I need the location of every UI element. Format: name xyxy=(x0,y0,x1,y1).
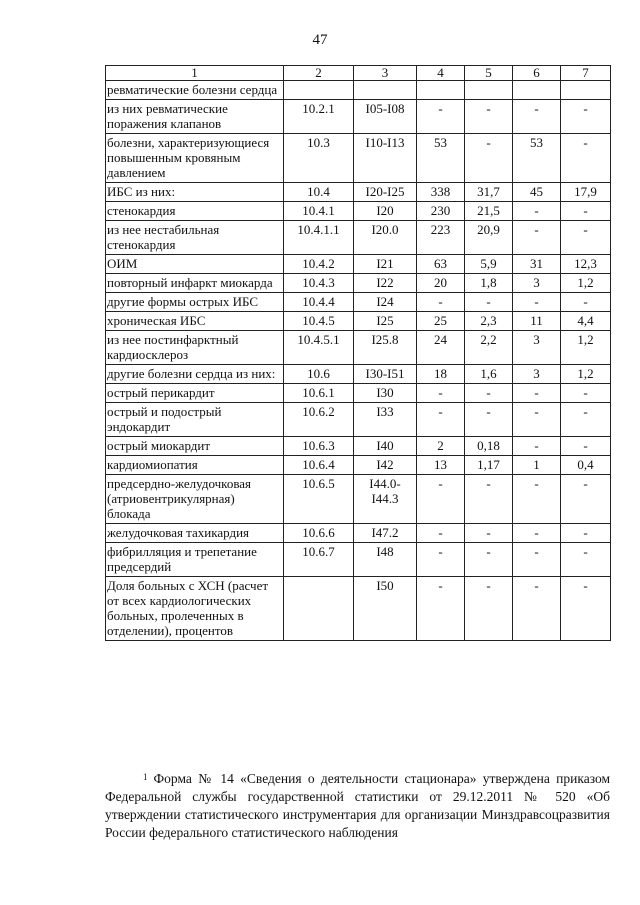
row-value-cell: 1,8 xyxy=(465,274,513,293)
table-row xyxy=(106,475,611,524)
row-icd-cell: I44.0-I44.3 xyxy=(354,475,417,524)
row-name-cell: острый миокардит xyxy=(106,437,284,456)
row-value-cell: 338 xyxy=(417,183,465,202)
row-value-cell: - xyxy=(465,293,513,312)
row-value-cell: - xyxy=(561,221,611,255)
row-code-cell: 10.4.5 xyxy=(284,312,354,331)
column-header: 1 xyxy=(106,66,284,81)
row-value-cell: 31 xyxy=(513,255,561,274)
table-row xyxy=(106,293,611,312)
table-header-row xyxy=(106,66,611,81)
row-value-cell: - xyxy=(417,403,465,437)
row-code-cell: 10.6.7 xyxy=(284,543,354,577)
row-code-cell: 10.4.2 xyxy=(284,255,354,274)
row-value-cell xyxy=(465,81,513,100)
row-value-cell: - xyxy=(513,543,561,577)
row-value-cell: 1,17 xyxy=(465,456,513,475)
row-icd-cell: I30 xyxy=(354,384,417,403)
row-value-cell: - xyxy=(417,524,465,543)
row-value-cell: 3 xyxy=(513,365,561,384)
row-icd-cell: I20 xyxy=(354,202,417,221)
row-value-cell: - xyxy=(465,100,513,134)
row-value-cell: - xyxy=(561,437,611,456)
row-value-cell: - xyxy=(513,202,561,221)
row-name-cell: болезни, характеризующиеся повышенным кровяным давлением xyxy=(106,134,284,183)
table-row xyxy=(106,331,611,365)
row-value-cell xyxy=(417,81,465,100)
row-icd-cell: I20-I25 xyxy=(354,183,417,202)
row-value-cell: - xyxy=(417,293,465,312)
row-value-cell: - xyxy=(465,403,513,437)
row-value-cell: 17,9 xyxy=(561,183,611,202)
row-value-cell: 3 xyxy=(513,331,561,365)
table-row xyxy=(106,577,611,641)
row-name-cell: из нее нестабильная стенокардия xyxy=(106,221,284,255)
row-value-cell: - xyxy=(513,384,561,403)
row-value-cell: 31,7 xyxy=(465,183,513,202)
table-row xyxy=(106,81,611,100)
row-value-cell: 11 xyxy=(513,312,561,331)
table-row xyxy=(106,255,611,274)
row-code-cell: 10.4.1 xyxy=(284,202,354,221)
column-header: 5 xyxy=(465,66,513,81)
table-row xyxy=(106,134,611,183)
row-value-cell: - xyxy=(513,100,561,134)
row-value-cell: - xyxy=(513,221,561,255)
row-name-cell: хроническая ИБС xyxy=(106,312,284,331)
table-row xyxy=(106,365,611,384)
row-icd-cell: I25.8 xyxy=(354,331,417,365)
row-value-cell: 0,18 xyxy=(465,437,513,456)
row-value-cell: 0,4 xyxy=(561,456,611,475)
row-value-cell: 1 xyxy=(513,456,561,475)
row-value-cell: - xyxy=(417,543,465,577)
row-name-cell: из нее постинфарктный кардиосклероз xyxy=(106,331,284,365)
row-value-cell: - xyxy=(513,293,561,312)
table-row xyxy=(106,543,611,577)
row-value-cell xyxy=(561,81,611,100)
row-value-cell: - xyxy=(561,202,611,221)
row-code-cell: 10.6.6 xyxy=(284,524,354,543)
row-value-cell: - xyxy=(561,543,611,577)
row-value-cell: - xyxy=(417,100,465,134)
table-row xyxy=(106,312,611,331)
row-value-cell: - xyxy=(465,577,513,641)
row-code-cell: 10.6 xyxy=(284,365,354,384)
row-name-cell: острый и подострый эндокардит xyxy=(106,403,284,437)
row-icd-cell: I47.2 xyxy=(354,524,417,543)
row-value-cell: - xyxy=(513,475,561,524)
row-value-cell: - xyxy=(513,524,561,543)
row-name-cell: из них ревматические поражения клапанов xyxy=(106,100,284,134)
row-icd-cell: I50 xyxy=(354,577,417,641)
row-value-cell: 2,2 xyxy=(465,331,513,365)
row-value-cell: 21,5 xyxy=(465,202,513,221)
row-icd-cell: I33 xyxy=(354,403,417,437)
row-value-cell: 20 xyxy=(417,274,465,293)
row-value-cell: 1,2 xyxy=(561,331,611,365)
row-icd-cell: I25 xyxy=(354,312,417,331)
row-icd-cell: I05-I08 xyxy=(354,100,417,134)
row-name-cell: острый перикардит xyxy=(106,384,284,403)
row-value-cell: 25 xyxy=(417,312,465,331)
row-icd-cell: I20.0 xyxy=(354,221,417,255)
row-value-cell: - xyxy=(465,543,513,577)
row-value-cell: - xyxy=(513,577,561,641)
row-code-cell: 10.4.4 xyxy=(284,293,354,312)
row-value-cell: 63 xyxy=(417,255,465,274)
row-value-cell: - xyxy=(561,524,611,543)
row-value-cell: 13 xyxy=(417,456,465,475)
row-icd-cell: I24 xyxy=(354,293,417,312)
row-value-cell: 5,9 xyxy=(465,255,513,274)
row-name-cell: стенокардия xyxy=(106,202,284,221)
page-number: 47 xyxy=(312,32,328,48)
row-name-cell: ревматические болезни сердца xyxy=(106,81,284,100)
table-row xyxy=(106,202,611,221)
row-value-cell: 1,2 xyxy=(561,274,611,293)
row-code-cell: 10.4.5.1 xyxy=(284,331,354,365)
row-icd-cell: I48 xyxy=(354,543,417,577)
footnote xyxy=(105,770,610,842)
row-value-cell: - xyxy=(465,384,513,403)
row-value-cell: 4,4 xyxy=(561,312,611,331)
row-value-cell: 2,3 xyxy=(465,312,513,331)
statistics-table xyxy=(105,65,611,641)
row-value-cell: 1,2 xyxy=(561,365,611,384)
column-header: 2 xyxy=(284,66,354,81)
table-row xyxy=(106,524,611,543)
row-name-cell: предсердно-желудочковая (атриовентрикулярная) блокада xyxy=(106,475,284,524)
footnote-marker: 1 xyxy=(143,772,148,782)
row-code-cell: 10.6.4 xyxy=(284,456,354,475)
row-value-cell: - xyxy=(561,384,611,403)
row-code-cell: 10.6.3 xyxy=(284,437,354,456)
row-name-cell: Доля больных с ХСН (расчет от всех кардиологических больных, пролеченных в отделении), процентов xyxy=(106,577,284,641)
row-icd-cell: I21 xyxy=(354,255,417,274)
column-header: 7 xyxy=(561,66,611,81)
row-value-cell: - xyxy=(417,475,465,524)
table-row xyxy=(106,183,611,202)
row-value-cell: - xyxy=(513,437,561,456)
row-icd-cell: I22 xyxy=(354,274,417,293)
row-code-cell: 10.3 xyxy=(284,134,354,183)
row-value-cell: 45 xyxy=(513,183,561,202)
table-row xyxy=(106,221,611,255)
table-row xyxy=(106,100,611,134)
row-value-cell: 53 xyxy=(513,134,561,183)
row-code-cell xyxy=(284,81,354,100)
column-header: 4 xyxy=(417,66,465,81)
row-value-cell: - xyxy=(561,475,611,524)
row-icd-cell xyxy=(354,81,417,100)
row-value-cell: 1,6 xyxy=(465,365,513,384)
footnote-text: Форма № 14 «Сведения о деятельности стационара» утверждена приказом Федеральной службы государственной статистики от 29.12.2011 № 520 «Об утверждении статистического инструментария для организации Минздравсоцразвития России федерального статистического наблюдения xyxy=(105,771,610,840)
row-code-cell: 10.4 xyxy=(284,183,354,202)
row-name-cell: желудочковая тахикардия xyxy=(106,524,284,543)
row-value-cell: - xyxy=(561,134,611,183)
row-name-cell: другие формы острых ИБС xyxy=(106,293,284,312)
row-code-cell: 10.4.1.1 xyxy=(284,221,354,255)
row-code-cell: 10.6.2 xyxy=(284,403,354,437)
row-value-cell: 20,9 xyxy=(465,221,513,255)
table-row xyxy=(106,403,611,437)
row-code-cell: 10.4.3 xyxy=(284,274,354,293)
row-value-cell: 24 xyxy=(417,331,465,365)
column-header: 6 xyxy=(513,66,561,81)
row-value-cell: 18 xyxy=(417,365,465,384)
row-value-cell: - xyxy=(465,475,513,524)
table-row xyxy=(106,274,611,293)
table-row xyxy=(106,456,611,475)
row-value-cell: - xyxy=(465,524,513,543)
row-value-cell: 230 xyxy=(417,202,465,221)
table-body xyxy=(106,81,611,641)
row-value-cell xyxy=(513,81,561,100)
row-icd-cell: I40 xyxy=(354,437,417,456)
row-value-cell: - xyxy=(561,100,611,134)
row-value-cell: - xyxy=(561,577,611,641)
row-name-cell: кардиомиопатия xyxy=(106,456,284,475)
row-value-cell: 2 xyxy=(417,437,465,456)
row-code-cell: 10.6.5 xyxy=(284,475,354,524)
row-value-cell: - xyxy=(561,293,611,312)
table-row xyxy=(106,384,611,403)
row-code-cell xyxy=(284,577,354,641)
row-code-cell: 10.6.1 xyxy=(284,384,354,403)
row-value-cell: - xyxy=(465,134,513,183)
row-value-cell: - xyxy=(417,384,465,403)
row-value-cell: 12,3 xyxy=(561,255,611,274)
table-row xyxy=(106,437,611,456)
row-name-cell: другие болезни сердца из них: xyxy=(106,365,284,384)
row-icd-cell: I42 xyxy=(354,456,417,475)
column-header: 3 xyxy=(354,66,417,81)
row-value-cell: - xyxy=(417,577,465,641)
row-name-cell: повторный инфаркт миокарда xyxy=(106,274,284,293)
row-icd-cell: I30-I51 xyxy=(354,365,417,384)
row-value-cell: 3 xyxy=(513,274,561,293)
row-value-cell: - xyxy=(513,403,561,437)
row-value-cell: - xyxy=(561,403,611,437)
row-icd-cell: I10-I13 xyxy=(354,134,417,183)
row-name-cell: ИБС из них: xyxy=(106,183,284,202)
row-name-cell: фибрилляция и трепетание предсердий xyxy=(106,543,284,577)
row-name-cell: ОИМ xyxy=(106,255,284,274)
row-code-cell: 10.2.1 xyxy=(284,100,354,134)
row-value-cell: 223 xyxy=(417,221,465,255)
row-value-cell: 53 xyxy=(417,134,465,183)
